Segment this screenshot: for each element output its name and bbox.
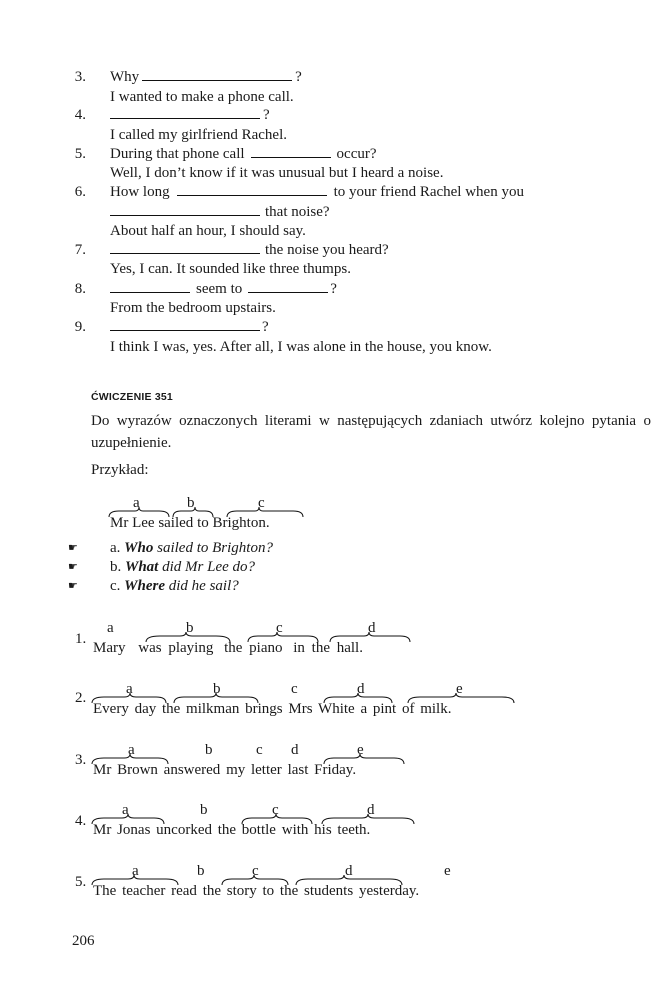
segment-letter: a — [133, 495, 140, 511]
segment-word: brings — [245, 701, 283, 717]
item-text: to your friend Rachel when you — [333, 184, 524, 200]
segment-word: Mr Lee — [110, 515, 155, 531]
segment-word: answered — [163, 762, 221, 778]
sentence-number: 4. — [75, 813, 87, 829]
item-text: Why — [110, 69, 140, 85]
segment-letter: d — [357, 681, 365, 697]
answer-blank — [248, 281, 328, 293]
item-text: During that phone call — [110, 146, 245, 162]
segment-word: was playing — [138, 640, 214, 656]
segment-letter: b — [205, 742, 213, 758]
segment-letter: c — [272, 802, 279, 818]
answer-blank — [177, 184, 327, 196]
item-number: 8. — [74, 281, 86, 297]
answer-blank — [251, 146, 331, 158]
segment-letter: a — [132, 863, 139, 879]
item-text: How long — [110, 184, 170, 200]
segment-letter: e — [357, 742, 364, 758]
segment-letter: b — [213, 681, 221, 697]
item-text: the noise you heard? — [265, 242, 389, 258]
item-text: that noise? — [265, 204, 330, 220]
item-text: ? — [295, 69, 302, 85]
answer-letter: c. — [110, 578, 121, 594]
answer-blank — [110, 281, 190, 293]
question-rest: sailed to Brighton? — [153, 540, 273, 556]
segment-letter: a — [122, 802, 129, 818]
pointing-hand-icon: ☛ — [68, 541, 78, 554]
segment-word: Mrs White — [288, 701, 355, 717]
exercise-instruction: Do wyrazów oznaczonych literami w następujących zdaniach utwórz kolejno pytania o uzupełnienie. — [91, 413, 651, 451]
answer-blank — [110, 319, 260, 331]
segment-letter: c — [252, 863, 259, 879]
item-number: 6. — [74, 184, 86, 200]
segment-word: Mary — [93, 640, 126, 656]
segment-letter: e — [444, 863, 451, 879]
sentence-number: 5. — [75, 874, 87, 890]
segment-word: read — [171, 883, 197, 899]
segment-letter: e — [456, 681, 463, 697]
question-rest: did Mr Lee do? — [158, 559, 256, 575]
segment-word: the milkman — [161, 701, 240, 717]
item-number: 3. — [74, 69, 86, 85]
segment-word: Mr Brown — [93, 762, 158, 778]
segment-letter: d — [367, 802, 375, 818]
segment-letter: c — [256, 742, 263, 758]
item-number: 5. — [74, 146, 86, 162]
segment-letter: d — [368, 620, 376, 636]
segment-word: Every day — [93, 701, 157, 717]
segment-letter: a — [128, 742, 135, 758]
pointing-hand-icon: ☛ — [68, 560, 78, 573]
pointing-hand-icon: ☛ — [68, 579, 78, 592]
page-number: 206 — [72, 933, 95, 949]
item-number: 9. — [74, 319, 86, 335]
segment-word: Brighton. — [212, 515, 270, 531]
segment-word: yesterday. — [358, 883, 420, 899]
segment-word: a pint of milk. — [360, 701, 452, 717]
answer-letter: b. — [110, 559, 122, 575]
segment-word: the story — [202, 883, 257, 899]
question-rest: did he sail? — [165, 578, 239, 594]
segment-word: to the students — [262, 883, 354, 899]
segment-word: with his teeth. — [281, 822, 371, 838]
segment-letter: b — [186, 620, 194, 636]
answer-blank — [142, 69, 292, 81]
question-word: Where — [124, 578, 166, 594]
segment-letter: b — [200, 802, 208, 818]
segment-word: in the hall. — [293, 640, 363, 656]
segment-word: uncorked — [156, 822, 212, 838]
item-text: ? — [262, 319, 269, 335]
segment-word: letter — [250, 762, 282, 778]
segment-word: sailed — [158, 515, 194, 531]
item-answer: About half an hour, I should say. — [110, 223, 306, 239]
segment-letter: d — [345, 863, 353, 879]
example-label: Przykład: — [91, 462, 149, 478]
item-text: ? — [330, 281, 337, 297]
sentence-number: 1. — [75, 631, 87, 647]
answer-blank — [110, 242, 260, 254]
segment-letter: c — [291, 681, 298, 697]
segment-word: the bottle — [217, 822, 276, 838]
segment-letter: c — [258, 495, 265, 511]
sentence-number: 2. — [75, 690, 87, 706]
segment-word: The teacher — [93, 883, 166, 899]
segment-letter: d — [291, 742, 299, 758]
item-answer: Well, I don’t know if it was unusual but I heard a noise. — [110, 165, 444, 181]
item-answer: I think I was, yes. After all, I was alone in the house, you know. — [110, 339, 492, 355]
segment-word: to — [197, 515, 209, 531]
answer-blank — [110, 204, 260, 216]
item-answer: I called my girlfriend Rachel. — [110, 127, 288, 143]
item-answer: Yes, I can. It sounded like three thumps. — [110, 261, 351, 277]
segment-letter: a — [126, 681, 133, 697]
item-number: 4. — [74, 107, 86, 123]
item-number: 7. — [74, 242, 86, 258]
segment-word: the piano — [224, 640, 283, 656]
item-text: ? — [263, 107, 270, 123]
segment-letter: c — [276, 620, 283, 636]
item-answer: I wanted to make a phone call. — [110, 89, 294, 105]
segment-letter: b — [197, 863, 205, 879]
question-word: Who — [124, 540, 154, 556]
item-text: occur? — [336, 146, 377, 162]
segment-word: Mr Jonas — [93, 822, 151, 838]
segment-word: my — [226, 762, 246, 778]
answer-blank — [110, 107, 260, 119]
segment-letter: b — [187, 495, 195, 511]
question-word: What — [125, 559, 159, 575]
segment-word: last Friday. — [287, 762, 357, 778]
segment-letter: a — [107, 620, 114, 636]
exercise-title: ĆWICZENIE 351 — [91, 391, 173, 403]
item-text: seem to — [196, 281, 243, 297]
answer-letter: a. — [110, 540, 121, 556]
item-answer: From the bedroom upstairs. — [110, 300, 276, 316]
sentence-number: 3. — [75, 752, 87, 768]
